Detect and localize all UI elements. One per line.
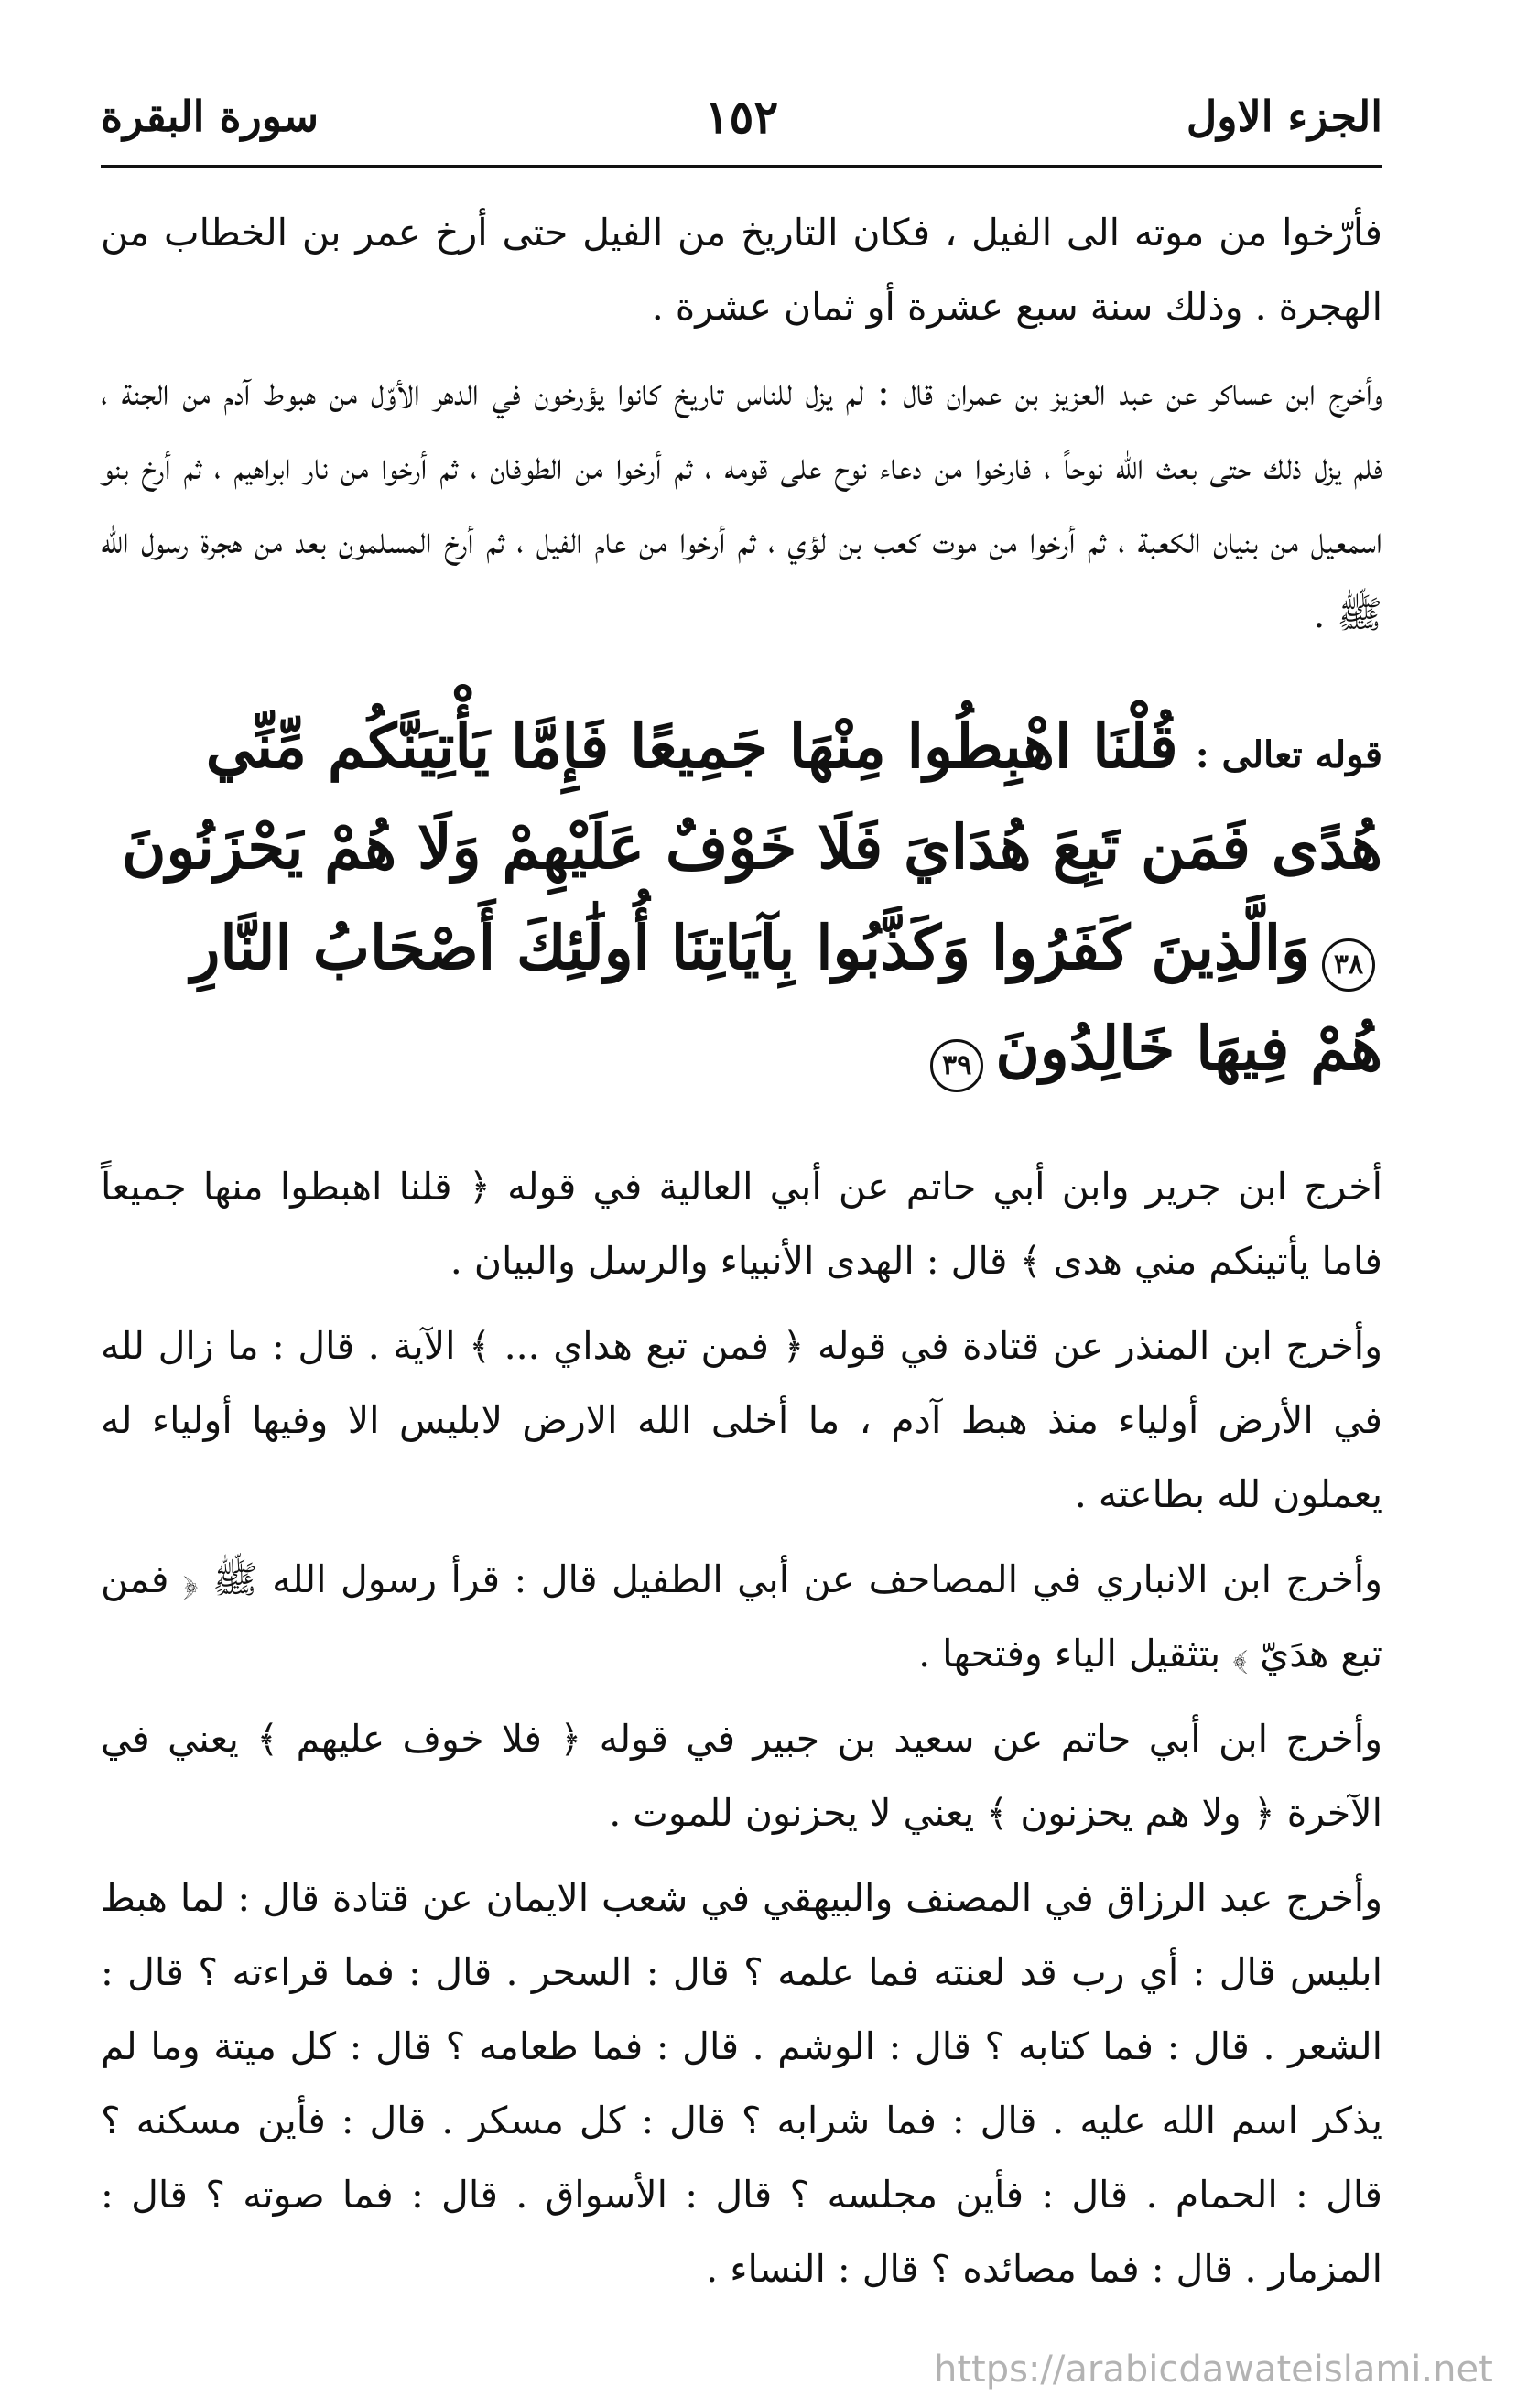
verse-number-marker: ٣٩	[930, 1039, 983, 1092]
paragraph: وأخرج ابن عساكر عن عبد العزيز بن عمران قال : لم يزل للناس تاريخ كانوا يؤرخون في الدهر الأوّل من هبوط آدم من الجنة ، فلم يزل ذلك حتى بعث الله نوحاً ، فارخوا من دعاء نوح على قومه ، ثم أرخوا من الطوفان ، ثم أرخوا من نار ابراهيم ، ثم أرخ بنو اسمعيل من بنيان الكعبة ، ثم أرخوا من موت كعب بن لؤي ، ثم أرخوا من عام الفيل ، ثم أرخ المسلمون بعد من هجرة رسول الله ﷺ .	[101, 370, 1382, 636]
paragraph: وأخرج ابن الانباري في المصاحف عن أبي الطفيل قال : قرأ رسول الله ﷺ ﴿ فمن تبع هدَيّ ﴾ بتثقيل الياء وفتحها .	[101, 1557, 1382, 1676]
verse-text: وَالَّذِينَ كَفَرُوا وَكَذَّبُوا بِآيَاتِنَا أُولَٰئِكَ أَصْحَابُ النَّارِ هُمْ فِيهَا خَالِدُونَ	[190, 912, 1382, 1084]
quran-verse-block	[101, 696, 1382, 1099]
surah-title: سورة البقرة	[101, 92, 320, 141]
page-header	[101, 82, 1382, 168]
verse-number-marker: ٣٨	[1322, 938, 1375, 992]
paragraph: وأخرج ابن أبي حاتم عن سعيد بن جبير في قوله ﴿ فلا خوف عليهم ﴾ يعني في الآخرة ﴿ ولا هم يحزنون ﴾ يعني لا يحزنون للموت .	[101, 1717, 1382, 1835]
paragraph: وأخرج عبد الرزاق في المصنف والبيهقي في شعب الايمان عن قتادة قال : لما هبط ابليس قال : أي رب قد لعنته فما علمه ؟ قال : السحر . قال : فما قراءته ؟ قال : الشعر . قال : فما كتابه ؟ قال : الوشم . قال : فما طعامه ؟ قال : كل ميتة وما لم يذكر اسم الله عليه . قال : فما شرابه ؟ قال : كل مسكر . قال : فأين مسكنه ؟ قال : الحمام . قال : فأين مجلسه ؟ قال : الأسواق . قال : فما صوته ؟ قال : المزمار . قال : فما مصائده ؟ قال : النساء .	[101, 1876, 1382, 2291]
page-number: ١٥٢	[704, 90, 779, 144]
paragraph: وأخرج ابن المنذر عن قتادة في قوله ﴿ فمن تبع هداي ... ﴾ الآية . قال : ما زال لله في الأرض أولياء منذ هبط آدم ، ما أخلى الله الارض لابليس الا وفيها أولياء له يعملون لله بطاعته .	[101, 1324, 1382, 1516]
page-content	[101, 168, 1382, 2306]
verse-text: قُلْنَا اهْبِطُوا مِنْهَا جَمِيعًا فَإِمَّا يَأْتِيَنَّكُم مِّنِّي هُدًى فَمَن تَبِعَ هُدَايَ فَلَا خَوْفٌ عَلَيْهِمْ وَلَا هُمْ يَحْزَنُونَ	[121, 710, 1382, 883]
paragraph: فأرّخوا من موته الى الفيل ، فكان التاريخ من الفيل حتى أرخ عمر بن الخطاب من الهجرة . وذلك سنة سبع عشرة أو ثمان عشرة .	[101, 211, 1382, 329]
book-page	[101, 82, 1382, 2353]
watermark-url: https://arabicdawateislami.net	[934, 2348, 1493, 2391]
verse-intro: قوله تعالى :	[1195, 733, 1382, 776]
part-title: الجزء الاول	[1186, 92, 1382, 141]
paragraph: أخرج ابن جرير وابن أبي حاتم عن أبي العالية في قوله ﴿ قلنا اهبطوا منها جميعاً فاما يأتينكم مني هدى ﴾ قال : الهدى الأنبياء والرسل والبيان .	[101, 1165, 1382, 1283]
